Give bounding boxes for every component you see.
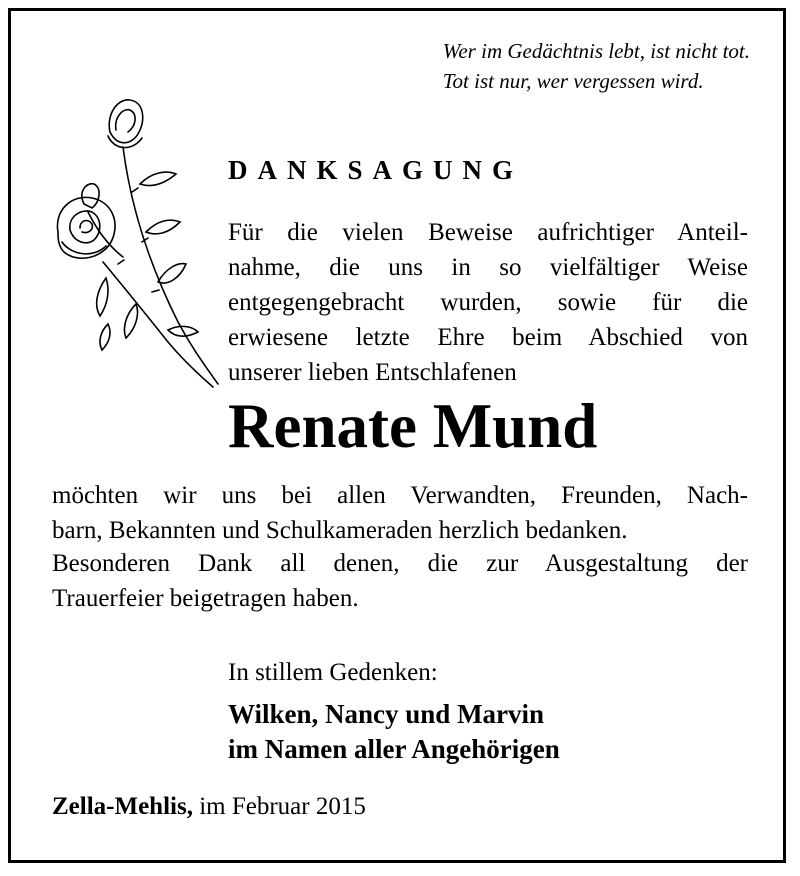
- intro-line: nahme, die uns in so vielfältiger Weise: [228, 254, 748, 281]
- paragraph-line: möchten wir uns bei allen Verwandten, Freunden, Nach-: [52, 482, 748, 509]
- motto-line-1: Wer im Gedächtnis lebt, ist nicht tot.: [442, 39, 750, 63]
- heading-danksagung: DANKSAGUNG: [228, 155, 524, 185]
- signer-line: im Namen aller Angehörigen: [228, 734, 560, 764]
- thanks-paragraph: [52, 478, 748, 548]
- place-date: [52, 790, 366, 824]
- intro-line: entgegengebracht wurden, sowie für die: [228, 289, 748, 316]
- rose-icon: [48, 92, 228, 392]
- date: im Februar 2015: [199, 793, 366, 820]
- signers: [228, 697, 560, 767]
- paragraph-line: Besonderen Dank all denen, die zur Ausgestaltung der: [52, 550, 748, 577]
- intro-line: erwiesene letzte Ehre beim Abschied von: [228, 324, 748, 351]
- intro-line: Für die vielen Beweise aufrichtiger Anteil-: [228, 219, 748, 246]
- paragraph-line: Trauerfeier beigetragen haben.: [52, 585, 359, 612]
- signer-line: Wilken, Nancy und Marvin: [228, 699, 545, 729]
- motto: [443, 36, 750, 96]
- deceased-name: Renate Mund: [228, 391, 598, 461]
- closing-phrase: In stillem Gedenken:: [228, 659, 438, 686]
- intro-line: unserer lieben Entschlafenen: [228, 359, 517, 386]
- paragraph-line: barn, Bekannten und Schulkameraden herzlich bedanken.: [52, 517, 628, 544]
- place: Zella-Mehlis,: [52, 793, 193, 820]
- motto-line-2: Tot ist nur, wer vergessen wird.: [442, 69, 704, 93]
- intro-text: [228, 215, 748, 390]
- special-thanks-paragraph: [52, 546, 748, 616]
